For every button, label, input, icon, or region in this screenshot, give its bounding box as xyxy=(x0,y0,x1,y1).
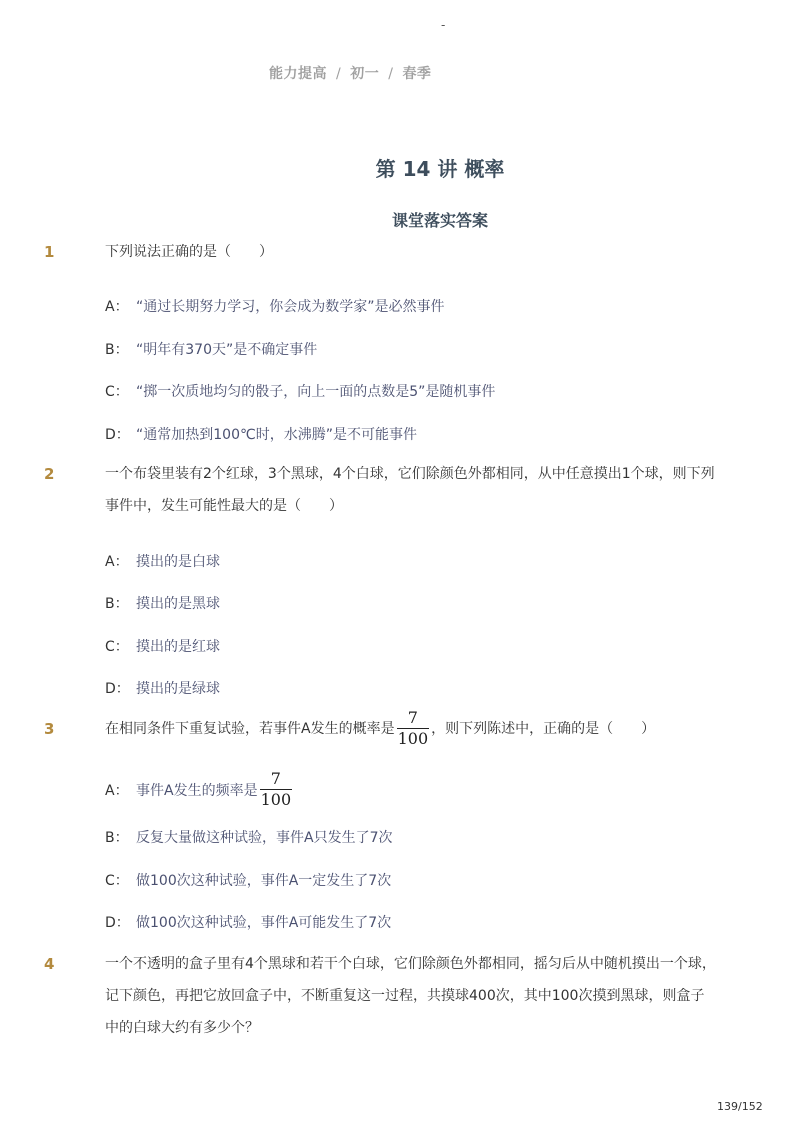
option-c xyxy=(105,381,495,401)
fraction-numerator: 7 xyxy=(407,708,418,727)
option-key: C： xyxy=(105,639,129,655)
stem-text: 在相同条件下重复试验，若事件A发生的概率是 xyxy=(105,720,395,737)
option-key: B： xyxy=(105,830,129,846)
question-stem xyxy=(105,708,717,749)
option-c xyxy=(105,636,220,656)
option-text: “明年有370天”是不确定事件 xyxy=(136,342,318,358)
option-key: C： xyxy=(105,384,129,400)
option-a xyxy=(105,296,445,316)
breadcrumb-item-term: 春季 xyxy=(402,66,432,82)
option-text: 摸出的是白球 xyxy=(136,554,220,570)
question-number: 4 xyxy=(44,955,55,973)
option-text: 摸出的是黑球 xyxy=(136,596,220,612)
option-key: A： xyxy=(105,782,129,799)
option-d xyxy=(105,912,391,932)
option-key: D： xyxy=(105,427,130,443)
option-text: “通过长期努力学习，你会成为数学家”是必然事件 xyxy=(136,299,445,315)
option-key: B： xyxy=(105,342,129,358)
option-a xyxy=(105,551,220,571)
option-a xyxy=(105,769,294,810)
option-text: “掷一次质地均匀的骰子，向上一面的点数是5”是随机事件 xyxy=(136,384,496,400)
breadcrumb-item-grade: 初一 xyxy=(350,66,380,82)
breadcrumb xyxy=(269,63,431,83)
fraction xyxy=(260,769,293,810)
section-title: 课堂落实答案 xyxy=(391,211,488,230)
option-text: 做100次这种试验，事件A可能发生了7次 xyxy=(136,915,392,931)
lesson-title: 第 14 讲 概率 xyxy=(375,157,505,181)
question-stem: 一个不透明的盒子里有4个黑球和若干个白球，它们除颜色外都相同，摇匀后从中随机摸出一个球，记下颜色，再把它放回盒子中，不断重复这一过程，共摸球400次，其中100次摸到黑球，则盒子中的白球大约有多少个？ xyxy=(105,956,716,1036)
fraction xyxy=(397,708,430,749)
option-d xyxy=(105,424,417,444)
option-b xyxy=(105,593,220,613)
option-text: 摸出的是绿球 xyxy=(136,681,220,697)
breadcrumb-separator: / xyxy=(336,66,342,82)
option-c xyxy=(105,870,391,890)
option-key: D： xyxy=(105,681,130,697)
option-text: 摸出的是红球 xyxy=(136,639,220,655)
option-text: 反复大量做这种试验，事件A只发生了7次 xyxy=(136,830,393,846)
option-b xyxy=(105,339,317,359)
option-d xyxy=(105,678,220,698)
option-key: C： xyxy=(105,873,129,889)
top-mark: - xyxy=(441,18,446,32)
question-stem: 一个布袋里装有2个红球，3个黑球，4个白球，它们除颜色外都相同，从中任意摸出1个球，则下列事件中，发生可能性最大的是（ ） xyxy=(105,466,715,514)
page-number: 139/152 xyxy=(717,1100,763,1113)
fraction-denominator: 100 xyxy=(397,729,429,748)
option-key: A： xyxy=(105,299,129,315)
breadcrumb-item-level: 能力提高 xyxy=(269,66,327,82)
question-stem: 下列说法正确的是（ ） xyxy=(105,244,273,260)
option-key: A： xyxy=(105,554,129,570)
question-number: 3 xyxy=(44,720,55,738)
breadcrumb-separator: / xyxy=(388,66,394,82)
option-text: “通常加热到100℃时，水沸腾”是不可能事件 xyxy=(136,427,417,443)
fraction-denominator: 100 xyxy=(260,790,292,809)
fraction-numerator: 7 xyxy=(270,769,281,788)
option-key: D： xyxy=(105,915,130,931)
question-number: 1 xyxy=(44,243,55,261)
option-b xyxy=(105,827,392,847)
option-text: 事件A发生的频率是 xyxy=(136,782,258,799)
question-number: 2 xyxy=(44,465,55,483)
stem-text: ，则下列陈述中，正确的是（ ） xyxy=(431,720,656,737)
option-key: B： xyxy=(105,596,129,612)
option-text: 做100次这种试验，事件A一定发生了7次 xyxy=(136,873,392,889)
